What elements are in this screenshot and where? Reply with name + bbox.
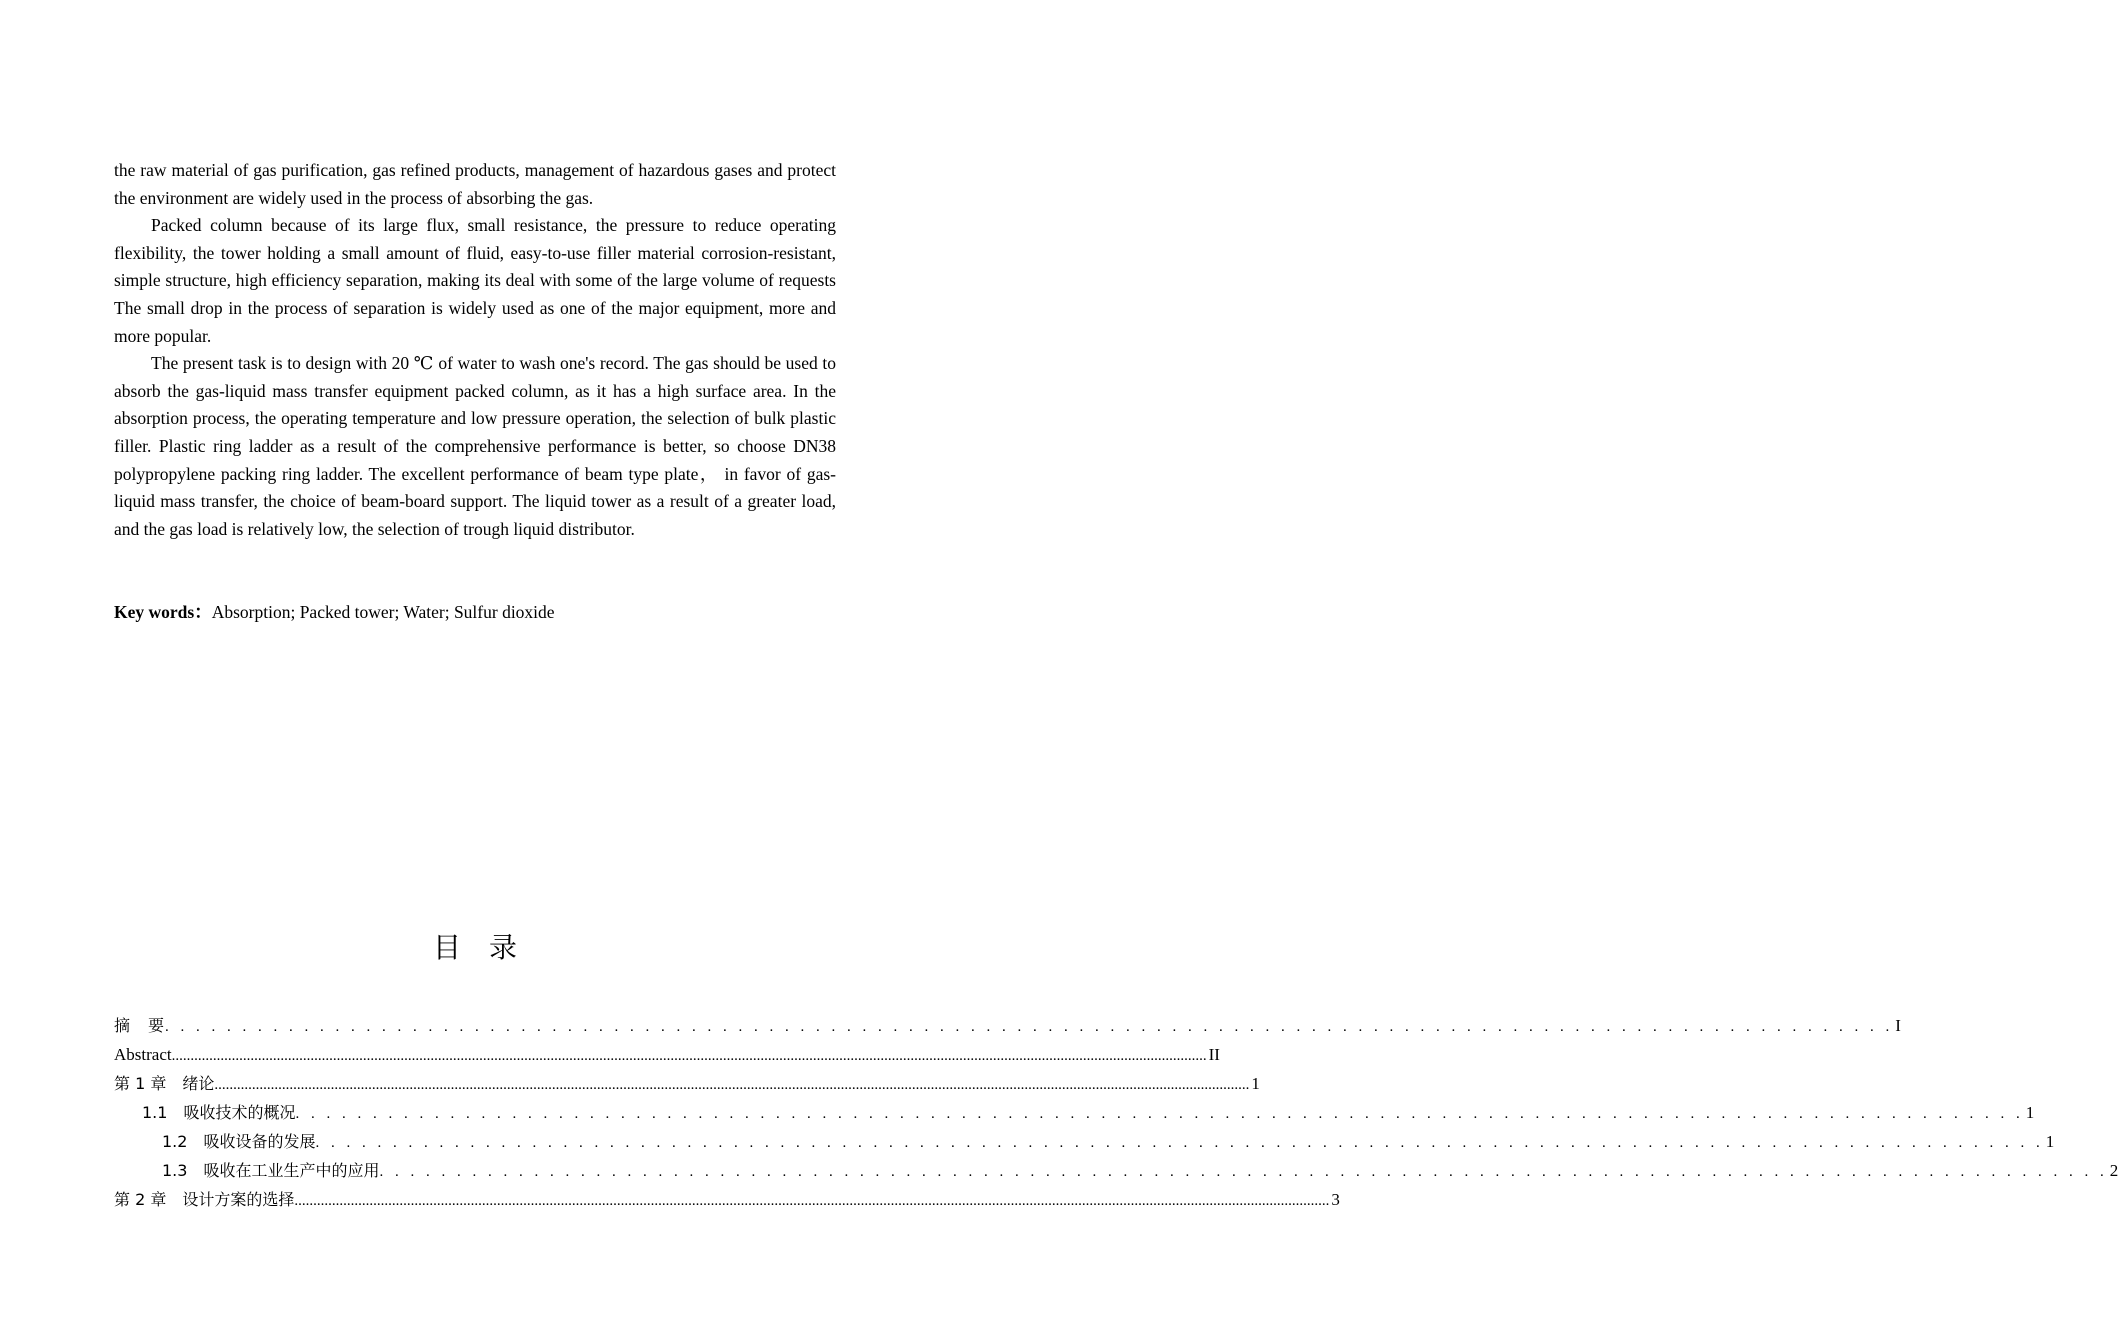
toc-entry-page: 3 [1331, 1190, 1340, 1209]
toc-leader-dots: .................................................................................................................................................................................................................................................................................... [171, 1048, 1207, 1064]
toc-entry-label: 摘 要 [114, 1016, 166, 1035]
abstract-english [114, 157, 836, 543]
toc-entry-abstract-en[interactable] [114, 1040, 1220, 1069]
toc-leader-dots: .................................................................................................................................................................................................................................................................................... [214, 1077, 1250, 1093]
keywords-text: Absorption; Packed tower; Water; Sulfur dioxide [211, 602, 555, 622]
toc-leader-dots: . . . . . . . . . . . . . . . . . . . . . . . . . . . . . . . . . . . . . . . . . . . . . . . . . . . . . . . . . . . . . . . . . . . . . . . . . . . . . . . . . . . . . . . . . . . . . . . . . . . . . . . . . . . . . . . . [165, 1019, 1894, 1035]
toc-leader-dots: .................................................................................................................................................................................................................................................................................... [294, 1193, 1330, 1209]
toc-leader-dots: . . . . . . . . . . . . . . . . . . . . . . . . . . . . . . . . . . . . . . . . . . . . . . . . . . . . . . . . . . . . . . . . . . . . . . . . . . . . . . . . . . . . . . . . . . . . . . . . . . . . . . . . . . . . . . . . [295, 1106, 2024, 1122]
toc-entry-chapter-2[interactable] [114, 1185, 1340, 1214]
toc-entry-label: Abstract [114, 1045, 172, 1064]
toc-leader-dots: . . . . . . . . . . . . . . . . . . . . . . . . . . . . . . . . . . . . . . . . . . . . . . . . . . . . . . . . . . . . . . . . . . . . . . . . . . . . . . . . . . . . . . . . . . . . . . . . . . . . . . . . . . . . . . . . [379, 1164, 2108, 1180]
toc-entry-chapter-1[interactable] [114, 1069, 1260, 1098]
toc-entry-label: 第 2 章 设计方案的选择 [114, 1190, 295, 1209]
toc-entry-page: II [1208, 1045, 1220, 1064]
toc-entry-page: 2 [2109, 1161, 2118, 1180]
toc-leader-dots: . . . . . . . . . . . . . . . . . . . . . . . . . . . . . . . . . . . . . . . . . . . . . . . . . . . . . . . . . . . . . . . . . . . . . . . . . . . . . . . . . . . . . . . . . . . . . . . . . . . . . . . . . . . . . . . . [315, 1135, 2044, 1151]
toc-entry-label: 1.2 吸收设备的发展 [162, 1132, 316, 1151]
abstract-paragraph-3: The present task is to design with 20 ℃ of water to wash one's record. The gas should be used to absorb the gas-liquid mass transfer equipment packed column, as it has a high surface area. In the absorption process, the operating temperature and low pressure operation, the selection of bulk plastic filler. Plastic ring ladder as a result of the comprehensive performance is better, so choose DN38 polypropylene packing ring ladder. The excellent performance of beam type plate， in favor of gas-liquid mass transfer, the choice of beam-board support. The liquid tower as a result of a greater load, and the gas load is relatively low, the selection of trough liquid distributor. [114, 353, 836, 539]
abstract-paragraph-2: Packed column because of its large flux, small resistance, the pressure to reduce operating flexibility, the tower holding a small amount of fluid, easy-to-use filler material corrosion-resistant, simple structure, high efficiency separation, making its deal with some of the large volume of requests The small drop in the process of separation is widely used as one of the major equipment, more and more popular. [114, 215, 836, 346]
toc-entry-1-2[interactable] [114, 1127, 2055, 1156]
toc-entry-label: 第 1 章 绪论 [114, 1074, 215, 1093]
keywords-line [114, 599, 836, 626]
toc-entry-page: 1 [1251, 1074, 1260, 1093]
toc-entry-1-3[interactable] [114, 1156, 2118, 1185]
toc-entry-label: 1.1 吸收技术的概况 [142, 1103, 296, 1122]
toc-entry-page: 1 [2045, 1132, 2055, 1151]
table-of-contents [114, 1011, 2118, 1214]
toc-entry-label: 1.3 吸收在工业生产中的应用 [162, 1161, 380, 1180]
toc-entry-page: 1 [2025, 1103, 2035, 1122]
toc-entry-1-1[interactable] [114, 1098, 2035, 1127]
toc-title: 目录 [432, 931, 545, 964]
abstract-paragraph-1: the raw material of gas purification, gas refined products, management of hazardous gases and protect the environment are widely used in the process of absorbing the gas. [114, 160, 836, 208]
toc-entry-page: I [1895, 1016, 1901, 1035]
keywords-label: Key words： [114, 602, 212, 622]
toc-entry-abstract-cn[interactable] [114, 1011, 1901, 1040]
